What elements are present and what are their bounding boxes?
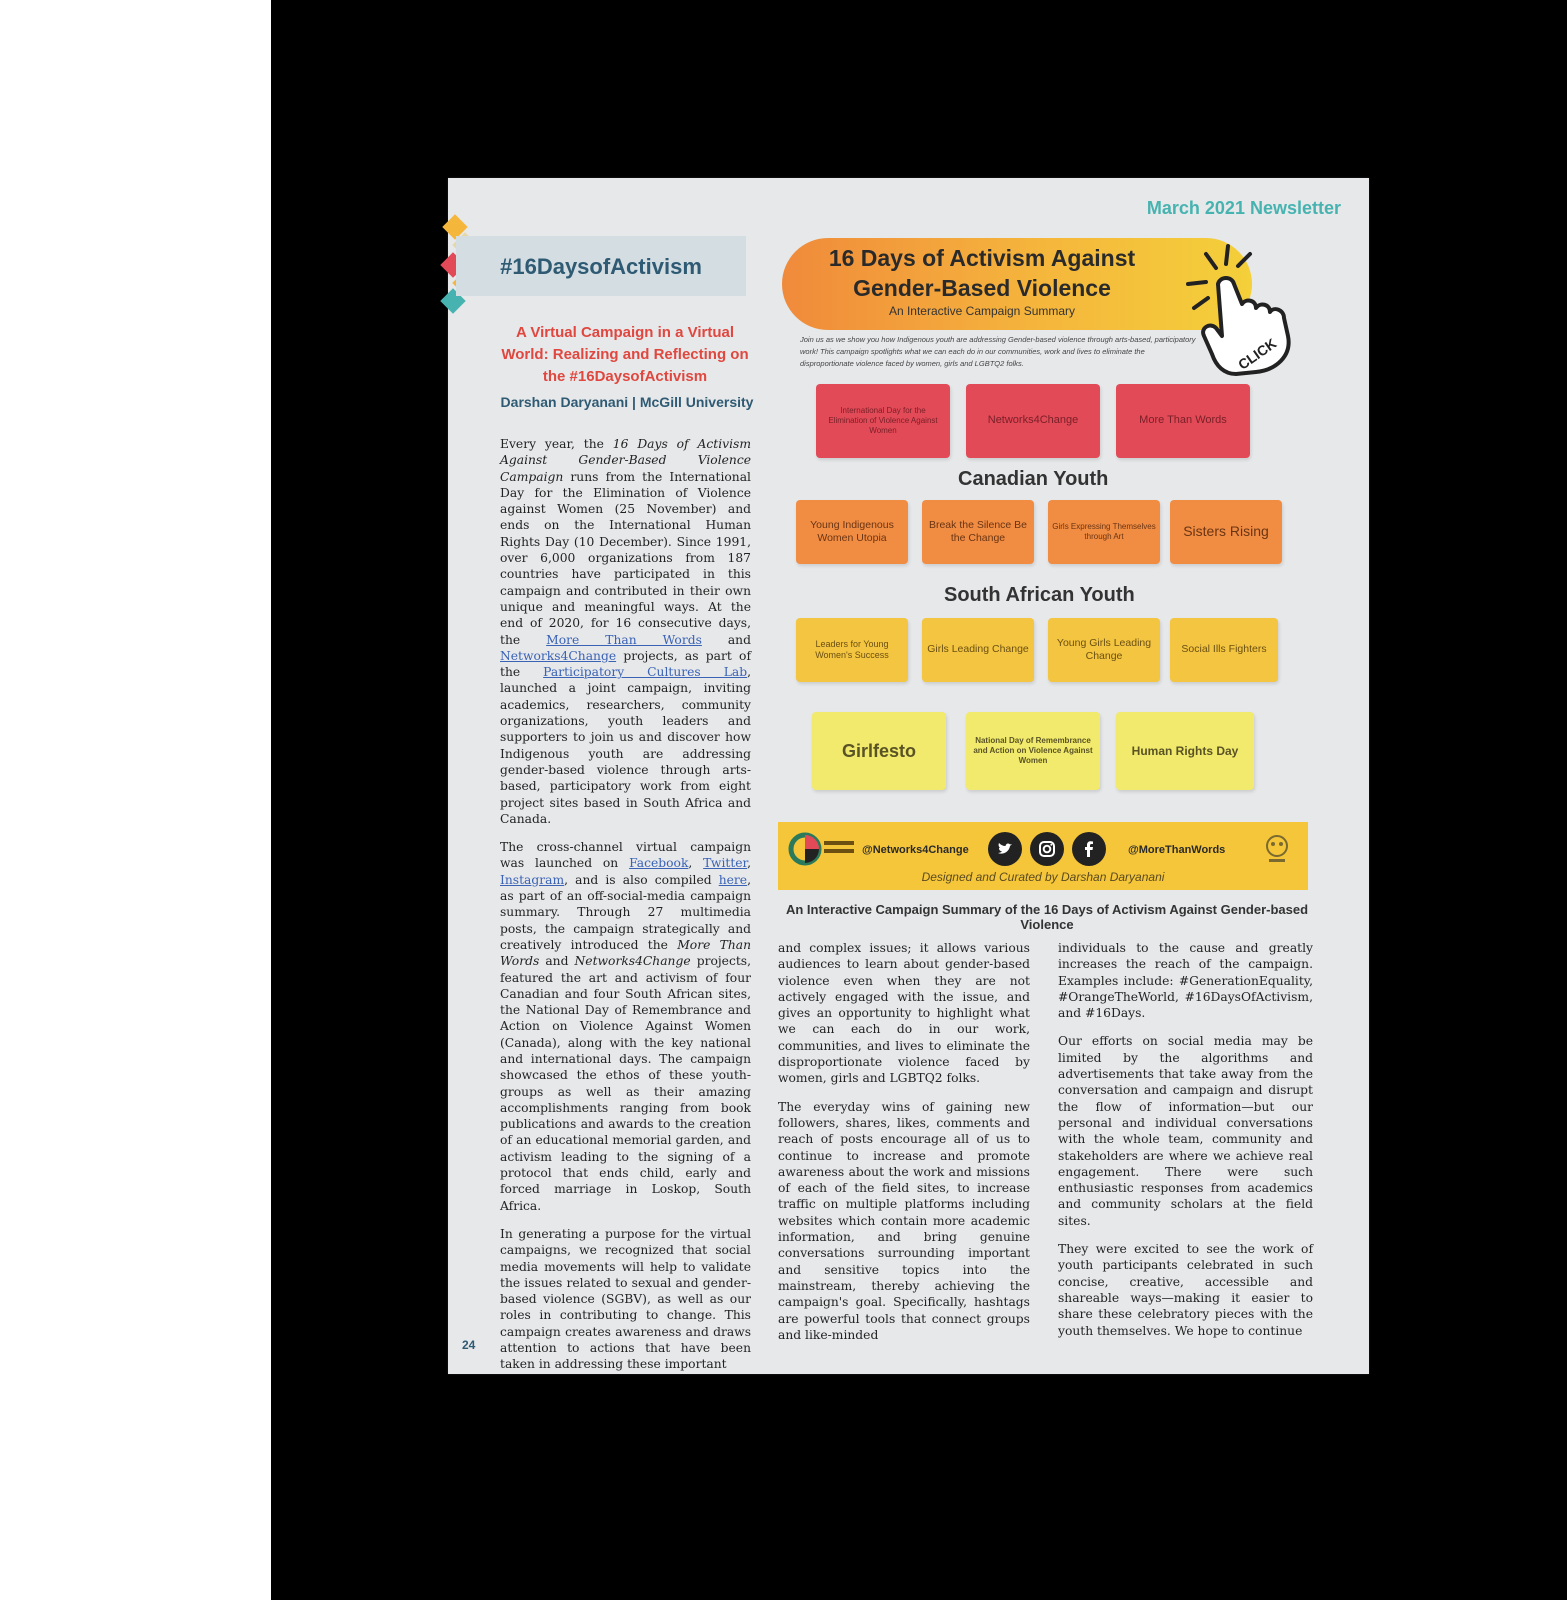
tile-human-rights-day[interactable]: Human Rights Day [1116, 712, 1254, 790]
tile-girlfesto[interactable]: Girlfesto [812, 712, 946, 790]
networks4change-logo-icon [788, 832, 858, 866]
here-link[interactable]: here [718, 872, 748, 887]
instagram-icon[interactable] [1030, 832, 1064, 866]
banner-subtitle: An Interactive Campaign Summary [888, 304, 1076, 318]
hashtag-band [456, 236, 746, 296]
social-footer-band [778, 822, 1308, 890]
designer-credit: Designed and Curated by Darshan Daryanani [921, 870, 1165, 884]
tile-girls-leading-change[interactable]: Girls Leading Change [922, 618, 1034, 682]
paragraph: They were excited to see the work of youth participants celebrated in such concise, creative, accessible and shareable ways—making it easier to share these celebratory pieces with the youth themselves. We hope to continue [1058, 1242, 1313, 1338]
networks4change-link[interactable]: Networks4Change [500, 648, 617, 663]
instagram-link[interactable]: Instagram [500, 872, 565, 887]
newsletter-header: March 2021 Newsletter [1146, 198, 1341, 218]
paragraph: The everyday wins of gaining new followers, shares, likes, comments and reach of posts encourage all of us to continue to increase and promote awareness about the work and missions of each of the field sites, to increase traffic on multiple platforms including websites which contain more academic information, and bring genuine conversations surrounding important and sensitive topics into the mainstream, thereby achieving the campaign's goal. Specifically, hashtags are powerful tools that connect groups and like-minded [778, 1099, 1030, 1342]
twitter-link[interactable]: Twitter [703, 856, 748, 871]
more-than-words-handle[interactable]: @MoreThanWords [1128, 844, 1226, 856]
twitter-icon[interactable] [988, 832, 1022, 866]
hashtag-title: #16DaysofActivism [500, 254, 702, 279]
tile-more-than-words[interactable]: More Than Words [1116, 384, 1250, 458]
tile-national-day-remembrance[interactable]: National Day of Remembrance and Action on Violence Against Women [966, 712, 1100, 790]
paragraph: The cross-channel virtual campaign was launched on Facebook, Twitter, Instagram, and is also compiled here, as part of an off-social-media campaign summary. Through 27 multimedia posts, the campaign strategically and creatively introduced the More Than Words and Networks4Change projects, featured the art and activism of four Canadian and four South African sites, the National Day of Remembrance and Action on Violence Against Women (Canada), along with the key national and international days. The campaign showcased the ethos of these youth-groups as well as their amazing accomplishments ranging from book publications and awards to the creation of an educational memorial garden, and activism leading to the signing of a protocol that ends child, early and forced marriage in Loskop, South Africa. [500, 840, 751, 1213]
facebook-link[interactable]: Facebook [629, 856, 689, 871]
more-than-words-logo-icon [1260, 832, 1294, 866]
text-column-1 [500, 436, 751, 1385]
text-column-2 [778, 940, 1030, 1355]
tile-girls-expressing-themselves[interactable]: Girls Expressing Themselves through Art [1048, 500, 1160, 564]
newsletter-page [448, 178, 1369, 1374]
text-column-3 [1058, 940, 1313, 1351]
campaign-intro: Join us as we show you how Indigenous youth are addressing Gender-based violence through arts-based, participatory work! This campaign spotlights what we can each do in our communities, work and lives to eliminate the disproportionate violence faced by women, girls and LGBTQ2 folks. [800, 335, 1196, 368]
paragraph: and complex issues; it allows various audiences to learn about gender-based violence even when they are not actively engaged with the issue, and gives an opportunity to highlight what we can each do in our work, communities, and lives to eliminate the disproportionate violence faced by women, girls and LGBTQ2 folks. [778, 941, 1030, 1086]
left-blank-margin [0, 0, 271, 1600]
south-african-youth-heading: South African Youth [944, 584, 1135, 606]
tile-sisters-rising[interactable]: Sisters Rising [1170, 500, 1282, 564]
networks4change-handle[interactable]: @Networks4Change [862, 844, 969, 856]
tile-intl-day-elimination-violence[interactable]: International Day for the Elimination of Violence Against Women [816, 384, 950, 458]
more-than-words-link[interactable]: More Than Words [546, 632, 702, 647]
tile-social-ills-fighters[interactable]: Social Ills Fighters [1170, 618, 1278, 682]
byline: Darshan Daryanani | McGill University [500, 394, 754, 410]
social-row [778, 830, 1308, 864]
tile-break-the-silence[interactable]: Break the Silence Be the Change [922, 500, 1034, 564]
participatory-cultures-lab-link[interactable]: Participatory Cultures Lab [543, 665, 748, 680]
paragraph: individuals to the cause and greatly increases the reach of the campaign. Examples include: #GenerationEquality, #OrangeTheWorld, #16DaysOfActivism, and #16Days. [1058, 941, 1313, 1021]
canadian-youth-heading: Canadian Youth [958, 468, 1109, 490]
tile-networks4change[interactable]: Networks4Change [966, 384, 1100, 458]
tile-young-girls-leading-change[interactable]: Young Girls Leading Change [1048, 618, 1160, 682]
paragraph: Every year, the 16 Days of Activism Against Gender-Based Violence Campaign runs from the International Day for the Elimination of Violence against Women (25 November) and ends on the International Human Rights Day (10 December). Since 1991, over 6,000 organizations from 187 countries have participated in this campaign and contributed in their own unique and meaningful ways. At the end of 2020, for 16 consecutive days, the More Than Words and Networks4Change projects, as part of the Participatory Cultures Lab, launched a joint campaign, inviting academics, researchers, community organizations, youth leaders and supporters to join us and discover how Indigenous youth are addressing gender-based violence through arts-based, participatory work from eight project sites based in South Africa and Canada. [500, 437, 751, 826]
page-number: 24 [462, 1338, 476, 1352]
banner-title: 16 Days of Activism Against Gender-Based Violence [828, 245, 1136, 301]
paragraph: Our efforts on social media may be limited by the algorithms and advertisements that take away from the conversation and campaign and disrupt the flow of information—but our personal and individual conversations with the whole team, community and stakeholders are where we achieve real engagement. There were such enthusiastic responses from academics and community scholars at the field sites. [1058, 1034, 1313, 1228]
paragraph: In generating a purpose for the virtual campaigns, we recognized that social media movements will help to validate the issues related to sexual and gender-based violence (SGBV), as well as our roles in contributing to change. This campaign creates awareness and draws attention to actions that have been taken in addressing these important [500, 1226, 751, 1372]
tile-leaders-young-womens-success[interactable]: Leaders for Young Women's Success [796, 618, 908, 682]
click-label: CLICK [1235, 335, 1280, 373]
tile-young-indigenous-women-utopia[interactable]: Young Indigenous Women Utopia [796, 500, 908, 564]
article-title: A Virtual Campaign in a Virtual World: Realizing and Reflecting on the #16DaysofActivism [501, 324, 749, 385]
facebook-icon[interactable] [1072, 832, 1106, 866]
graphic-caption: An Interactive Campaign Summary of the 16 Days of Activism Against Gender-based Violence [785, 902, 1309, 932]
